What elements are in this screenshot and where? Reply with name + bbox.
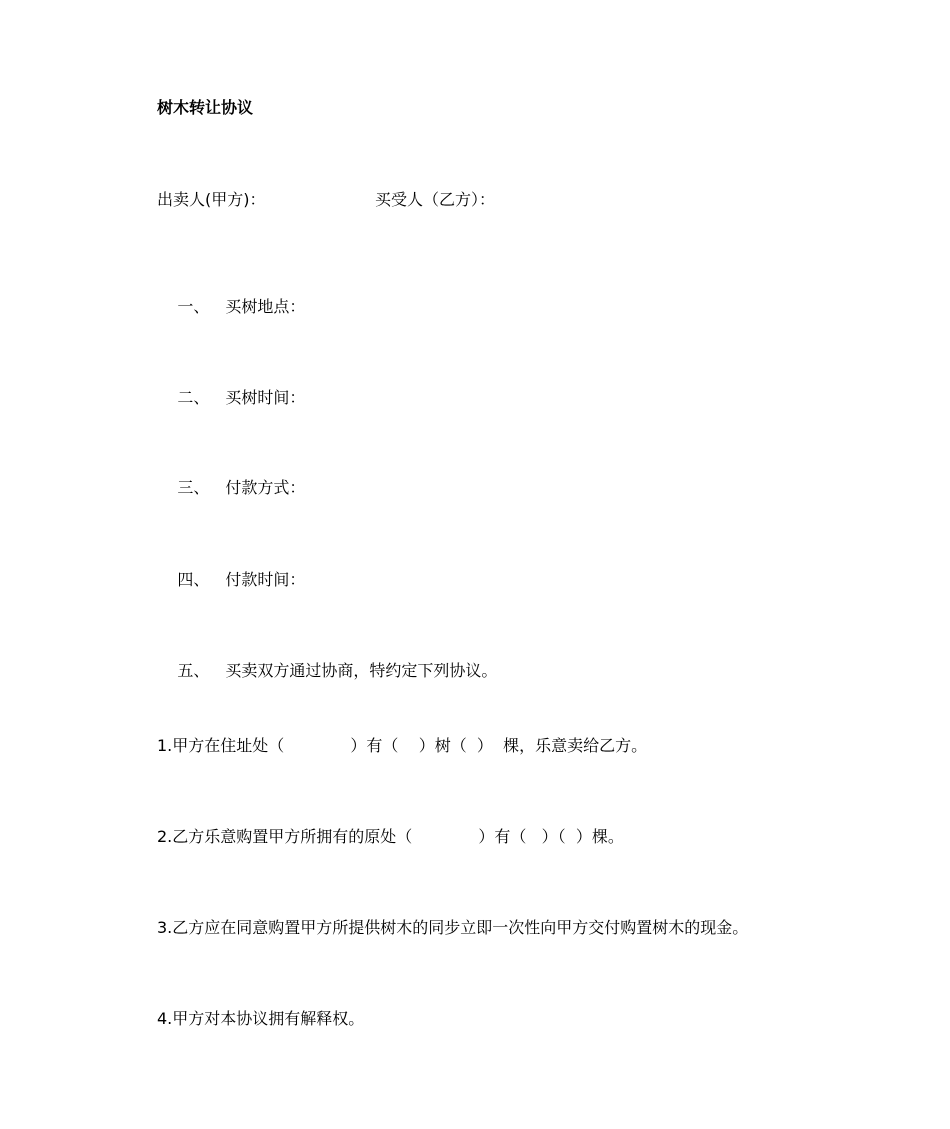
- clause-4: 4.甲方对本协议拥有解释权。: [157, 1009, 365, 1028]
- section-item: [157, 283, 305, 331]
- clause-2: 2.乙方乐意购置甲方所拥有的原处（ ）有（ ）（ ）棵。: [157, 827, 624, 846]
- section-item: [157, 374, 305, 422]
- seller-label: 出卖人(甲方)：: [157, 190, 266, 209]
- section-number: 三、: [177, 478, 210, 497]
- section-text: 买卖双方通过协商，特约定下列协议。: [225, 661, 498, 680]
- section-number: 五、: [177, 661, 210, 680]
- section-number: 二、: [177, 388, 210, 407]
- section-text: 买树地点：: [225, 297, 306, 316]
- buyer-label: 买受人（乙方）：: [375, 190, 496, 209]
- section-text: 付款时间：: [225, 570, 306, 589]
- section-text: 买树时间：: [225, 388, 306, 407]
- section-item: [157, 647, 497, 695]
- clause-1: 1.甲方在住址处（ ）有（ ）树（ ） 棵，乐意卖给乙方。: [157, 736, 648, 755]
- section-text: 付款方式：: [225, 478, 306, 497]
- section-item: [157, 464, 305, 512]
- clause-3: 3.乙方应在同意购置甲方所提供树木的同步立即一次性向甲方交付购置树木的现金。: [157, 918, 749, 937]
- section-number: 四、: [177, 570, 210, 589]
- section-number: 一、: [177, 297, 210, 316]
- document-title: 树木转让协议: [157, 98, 254, 117]
- section-item: [157, 556, 305, 604]
